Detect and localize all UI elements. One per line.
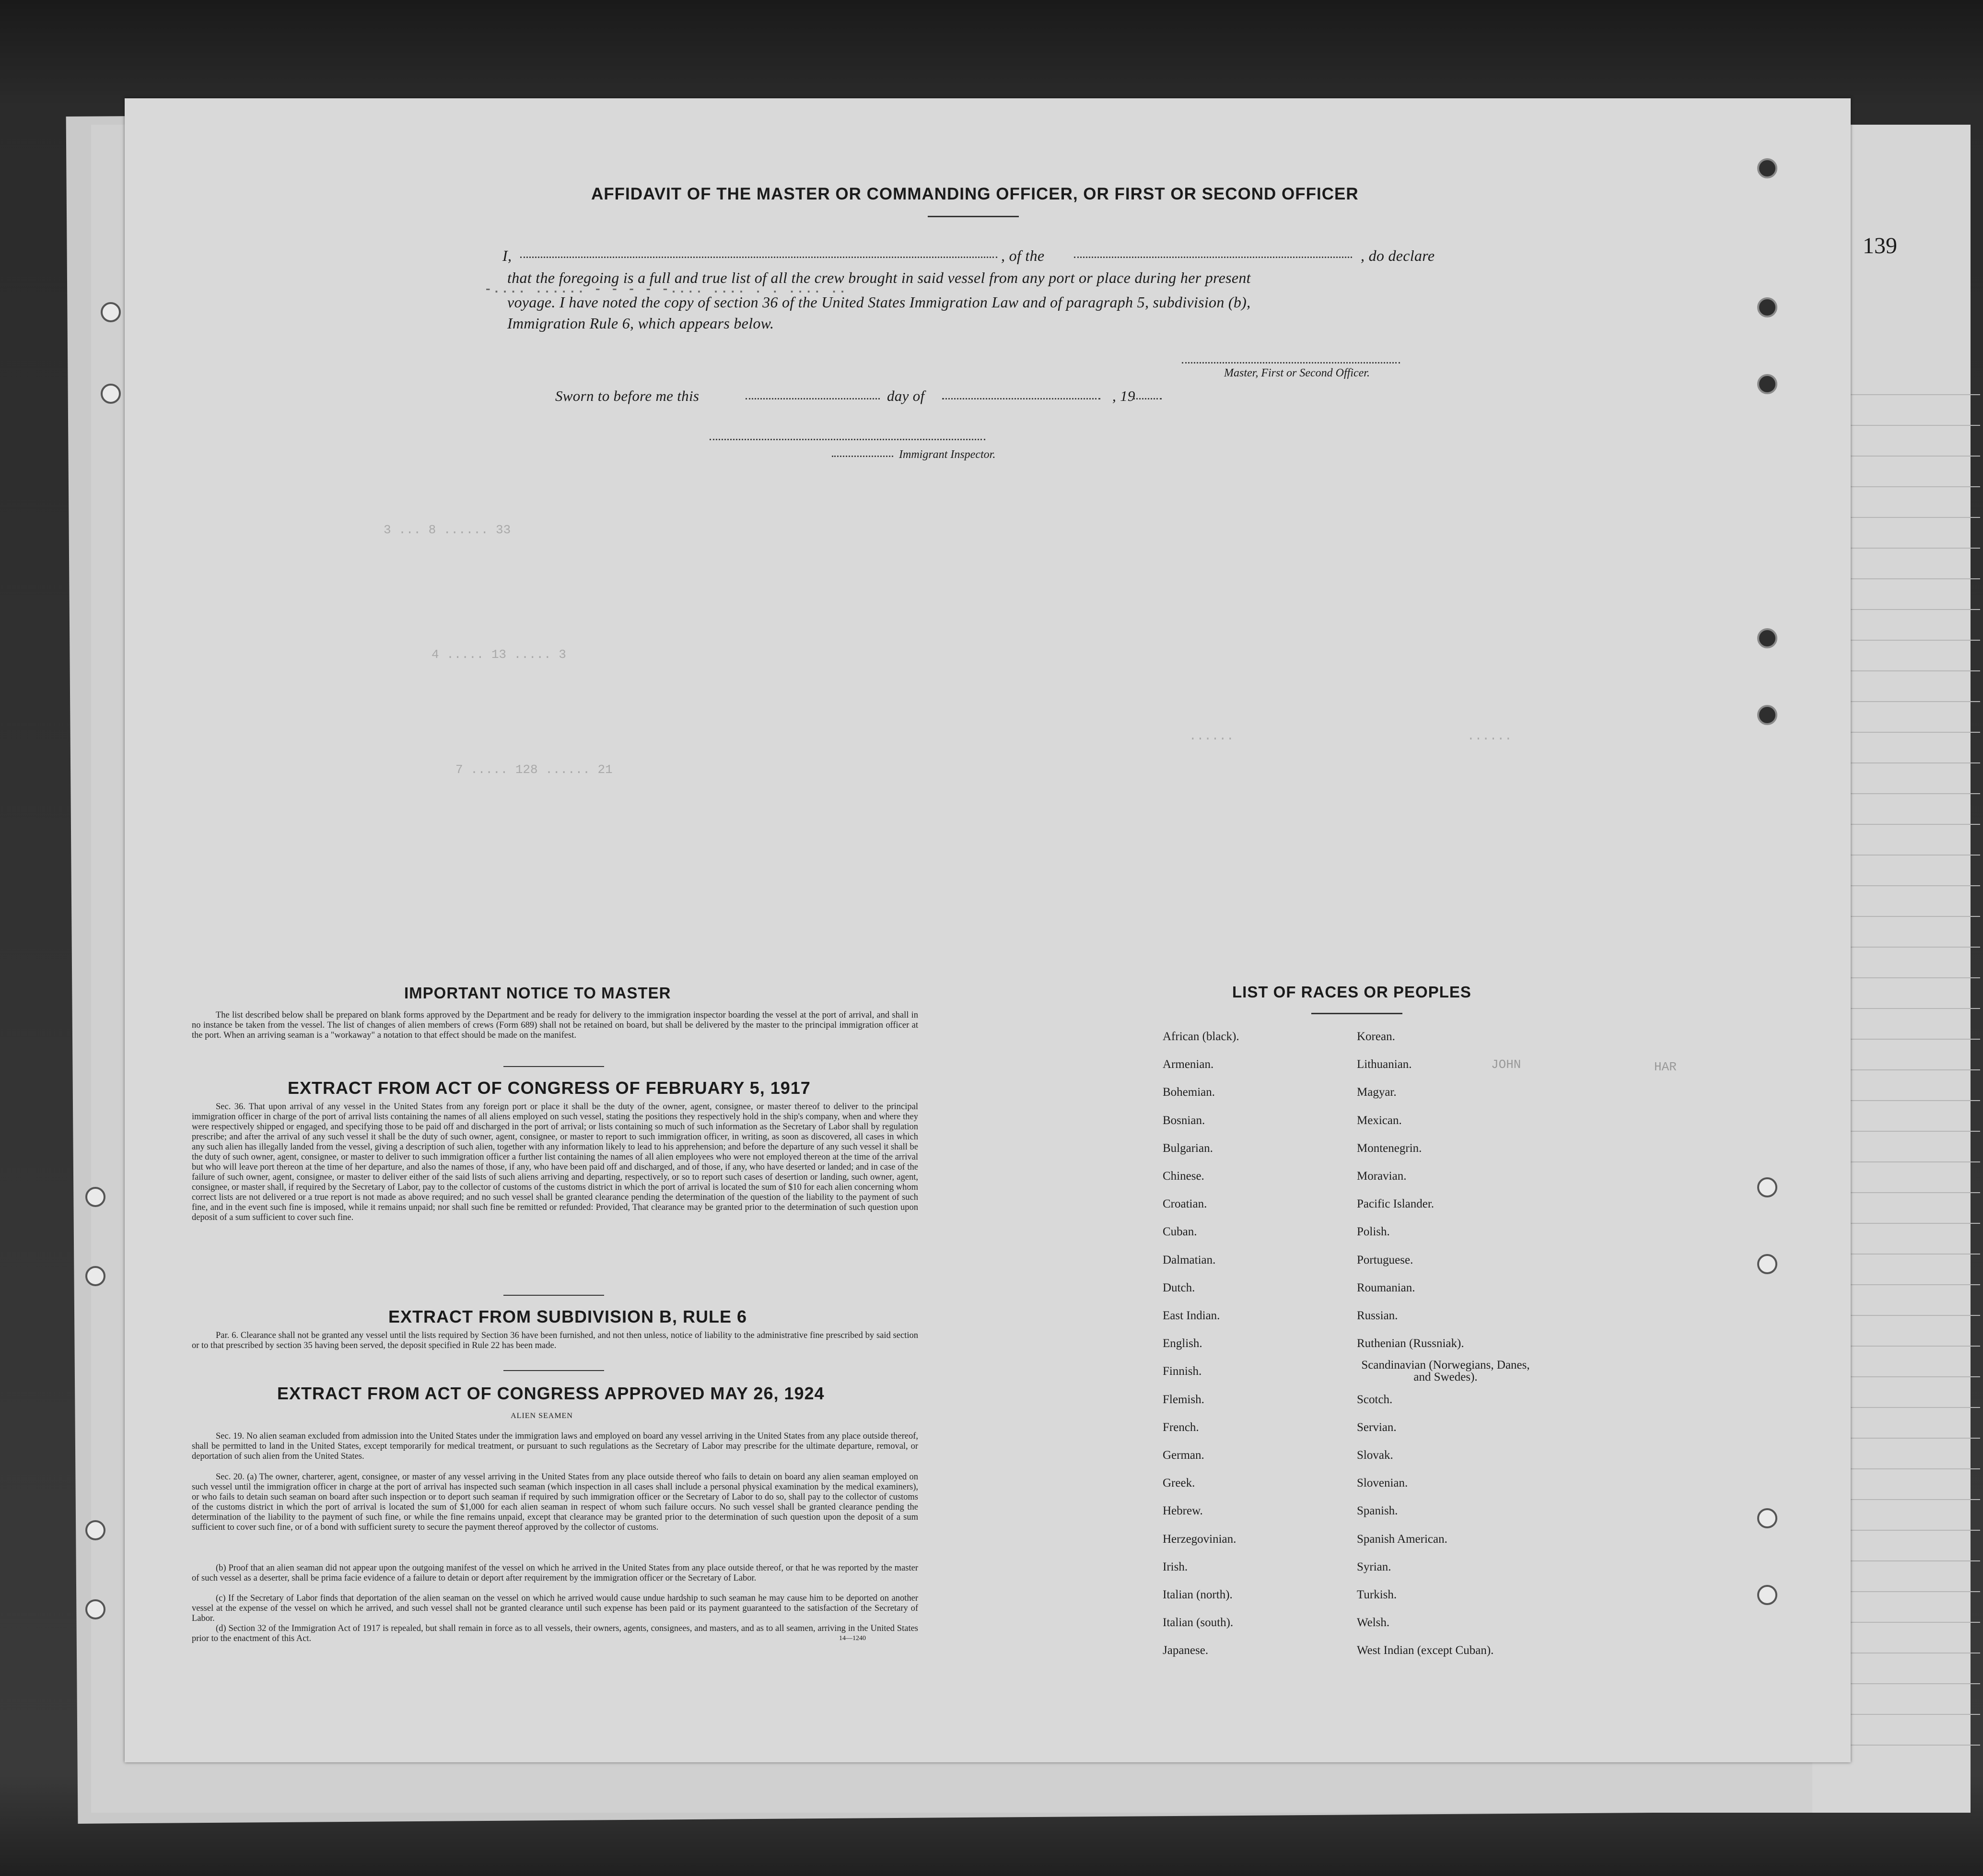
- race-item: French.: [1163, 1420, 1199, 1434]
- ruled-lines: [1851, 364, 1980, 1755]
- extract-1924-sec19: Sec. 19. No alien seaman excluded from admission into the United States under the immigration laws and employed on board any vessel arriving in the United States from any place outside thereof, shall be permitted to land in the United States, except temporarily for medical treatment, or pursuant to such regulations as the Secretary of Labor may prescribe for the ultimate departure, removal, or deportation of such alien from the United States.: [192, 1431, 918, 1461]
- extract-rule6-text: Par. 6. Clearance shall not be granted any vessel until the lists required by Section 36 have been furnished, and not then unless, notice of liability to the administrative fine prescribed by said section or to that prescribed by section 35 having been served, the deposit specified in Rule 22 has been made.: [192, 1331, 918, 1350]
- race-item: Japanese.: [1163, 1644, 1209, 1657]
- affidavit-line-2: that the foregoing is a full and true list of all the crew brought in said vessel from any port or place during her present: [507, 269, 1251, 286]
- race-item: Slovenian.: [1357, 1477, 1408, 1490]
- extract-1924-sec20: Sec. 20. (a) The owner, charterer, agent, consignee, or master of any vessel arriving in the United States from any place outside thereof who fails to detain on board any alien seaman employed on such vessel until the immigration officer in charge at the port of arrival has inspected such seaman (which inspection in all cases shall include a personal physical examination by the medical examiners), or who fails to detain such seaman on board after such inspection or to deport such seaman if required by such immigration officer or the Secretary of Labor to do so, shall pay to the collector of customs of the customs district in which the port of arrival is located the sum of $1,000 for each alien seaman in respect of whom such failure occurs. No such vessel shall be granted clearance pending the determination of the liability to the payment of such fine, or while the fine remains unpaid, except that clearance may be granted prior to the determination of such question upon the deposit of a sum sufficient to cover such fine, or of a bond with sufficient surety to secure the payment thereof approved by the collector of customs.: [192, 1472, 918, 1532]
- punch-hole: [1757, 1508, 1777, 1528]
- punch-hole: [85, 1520, 105, 1540]
- affidavit-line-4: Immigration Rule 6, which appears below.: [507, 315, 774, 332]
- race-item: Italian (north).: [1163, 1588, 1233, 1601]
- punch-hole: [1757, 1177, 1777, 1197]
- race-item: Dutch.: [1163, 1281, 1195, 1294]
- sworn-year-blank[interactable]: [1133, 398, 1162, 399]
- sworn-year: , 19: [1112, 387, 1135, 404]
- race-item: Roumanian.: [1357, 1281, 1415, 1294]
- punch-hole: [1757, 1585, 1777, 1605]
- race-item: Greek.: [1163, 1477, 1195, 1490]
- extract-1924-sec20b: (b) Proof that an alien seaman did not appear upon the outgoing manifest of the vessel on which he arrived in the United States from any place outside thereof, or that he was reported by the master of such vessel as a deserter, shall be prima facie evidence of a failure to detain or deport after requirement by the immigration officer or the Secretary of Labor.: [192, 1563, 918, 1583]
- sworn-day-of: day of: [887, 387, 925, 404]
- affidavit-i: I,: [502, 247, 512, 264]
- race-item: Servian.: [1357, 1420, 1397, 1434]
- vessel-blank[interactable]: [1074, 257, 1352, 258]
- affidavit-line-3: voyage. I have noted the copy of section 36 of the United States Immigration Law and of paragraph 5, subdivision (b),: [507, 293, 1251, 311]
- punch-hole: [101, 384, 121, 404]
- punch-hole: [85, 1599, 105, 1619]
- punch-hole: [85, 1187, 105, 1207]
- punch-hole: [1757, 374, 1777, 394]
- extract-1924-sec20c: (c) If the Secretary of Labor finds that deportation of the alien seaman on the vessel on which he arrived would cause undue hardship to such seaman he may cause him to be deported on another vessel at the expense of the vessel on which he arrived, and such vessel shall not be granted clearance until such expense has been paid or its payment guaranteed to the satisfaction of the Secretary of Labor.: [192, 1594, 918, 1623]
- page-number: 139: [1863, 233, 1897, 258]
- form-number: 14—1240: [839, 1635, 866, 1642]
- races-underline: [1311, 1013, 1402, 1014]
- extract-1917-text: Sec. 36. That upon arrival of any vessel in the United States from any foreign port or place it shall be the duty of the owner, agent, consignee, or master thereof to deliver to the principal immigration officer in charge of the port of arrival lists containing the names of all aliens employed on such vessel, stating the positions they respectively hold in the ship's company, when and where they were respectively shipped or engaged, and specifying those to be paid off and discharged in the port of arrival; or lists containing so much of such information as the Secretary of Labor shall by regulation prescribe; and after the arrival of any such vessel it shall be the duty of such owner, agent, consignee, or master to report to such immigration officer, in writing, as soon as discovered, all cases in which any such alien has illegally landed from the vessel, giving a description of such alien, together with any information likely to lead to his apprehension; and before the departure of any such vessel it shall be the duty of such owner, agent, consignee, or master to deliver to such immigration officer a further list containing the names of all alien employees who were not employed thereon at the time of the arrival but who will leave port thereon at the time of her departure, and also the names of those, if any, who have been paid off and discharged, and of those, if any, who have deserted or landed; and in case of the failure of such owner, agent, consignee, or master to deliver either of the said lists of such aliens arriving and departing, respectively, or so to report such cases of desertion or landing, such owner, agent, consignee, or master shall, if required by the Secretary of Labor, pay to the collector of customs of the customs district in which the port of arrival is located the sum of $10 for each alien concerning whom correct lists are not delivered or a true report is not made as above required; and no such vessel shall be granted clearance pending the determination of the question of the liability to the payment of such fine, and in the event such fine is imposed, while it remains unpaid; nor shall such fine be remitted or refunded: Provided, That clearance may be granted prior to the determination of such question upon deposit of a sum sufficient to cover such fine.: [192, 1102, 918, 1222]
- race-item: Chinese.: [1163, 1170, 1204, 1183]
- show-through-text: HAR: [1654, 1060, 1677, 1074]
- show-through-text: JOHN: [1491, 1057, 1521, 1072]
- punch-hole: [85, 1266, 105, 1286]
- race-item: Scotch.: [1357, 1393, 1393, 1406]
- inspector-label: Immigrant Inspector.: [899, 448, 996, 461]
- race-item: Syrian.: [1357, 1560, 1391, 1573]
- race-item: Mexican.: [1357, 1114, 1402, 1127]
- show-through-text: 7 ..... 128 ...... 21: [455, 762, 613, 777]
- race-item: Montenegrin.: [1357, 1141, 1422, 1155]
- sworn-month-blank[interactable]: [942, 398, 1100, 399]
- master-signature-blank[interactable]: [1182, 362, 1400, 363]
- race-item: Bohemian.: [1163, 1086, 1215, 1099]
- race-item: Portuguese.: [1357, 1253, 1413, 1266]
- race-item: Armenian.: [1163, 1058, 1214, 1071]
- master-signature-label: Master, First or Second Officer.: [1224, 367, 1370, 379]
- race-item: Pacific Islander.: [1357, 1197, 1435, 1211]
- punch-hole: [1757, 158, 1777, 178]
- race-item: Ruthenian (Russniak).: [1357, 1337, 1464, 1350]
- race-item: Scandinavian (Norwegians, Danes, and Swedes).: [1361, 1359, 1530, 1384]
- show-through-text: 3 ... 8 ...... 33: [384, 523, 511, 537]
- race-item: Turkish.: [1357, 1588, 1397, 1601]
- race-item: English.: [1163, 1337, 1202, 1350]
- race-item: Finnish.: [1163, 1365, 1202, 1378]
- race-item: African (black).: [1163, 1030, 1239, 1043]
- affidavit-do-declare: , do declare: [1361, 247, 1435, 264]
- sworn-day-blank[interactable]: [746, 398, 880, 399]
- punch-hole: [1757, 628, 1777, 648]
- notice-text: The list described below shall be prepared on blank forms approved by the Department and be ready for delivery to the immigration inspector boarding the vessel at the port of arrival, and shall in no instance be taken from the vessel. The list of changes of alien members of crews (Form 689) shall not be retained on board, but shall be delivered by the master to the principal immigration officer at the port. When an arriving seaman is a "workaway" a notation to that effect should be made on the manifest.: [192, 1010, 918, 1040]
- race-item: Italian (south).: [1163, 1616, 1234, 1630]
- race-item: Flemish.: [1163, 1393, 1204, 1406]
- race-item: Bulgarian.: [1163, 1141, 1213, 1155]
- race-item: Croatian.: [1163, 1197, 1207, 1211]
- divider: [503, 1370, 604, 1371]
- punch-hole: [1757, 1254, 1777, 1274]
- divider: [503, 1295, 604, 1296]
- show-through-text: ......: [1467, 729, 1512, 743]
- race-item: Slovak.: [1357, 1449, 1393, 1462]
- race-item: Spanish American.: [1357, 1532, 1447, 1546]
- race-item: East Indian.: [1163, 1309, 1220, 1322]
- extract-1924-sec20d: (d) Section 32 of the Immigration Act of 1917 is repealed, but shall remain in force as to all vessels, their owners, agents, consignees, and masters, and as to all seamen, arriving in the United States prior to the enactment of this Act.: [192, 1624, 918, 1643]
- race-item: Lithuanian.: [1357, 1058, 1412, 1071]
- extract-rule6-heading: EXTRACT FROM SUBDIVISION B, RULE 6: [388, 1307, 747, 1326]
- race-item: Herzegovinian.: [1163, 1532, 1236, 1546]
- race-item: Irish.: [1163, 1560, 1188, 1573]
- race-item: Bosnian.: [1163, 1114, 1205, 1127]
- race-item: Russian.: [1357, 1309, 1398, 1322]
- race-item: Dalmatian.: [1163, 1253, 1216, 1266]
- divider: [503, 1066, 604, 1067]
- race-item: Polish.: [1357, 1225, 1390, 1239]
- races-heading: LIST OF RACES OR PEOPLES: [1232, 983, 1471, 1001]
- alien-seamen-subheading: ALIEN SEAMEN: [511, 1412, 573, 1420]
- title-underline: [928, 216, 1019, 217]
- show-through-text: 4 ..... 13 ..... 3: [432, 647, 566, 662]
- punch-hole: [101, 302, 121, 322]
- race-item: German.: [1163, 1449, 1204, 1462]
- race-item: Hebrew.: [1163, 1504, 1203, 1518]
- extract-1924-heading: EXTRACT FROM ACT OF CONGRESS APPROVED MAY 26, 1924: [277, 1384, 825, 1403]
- show-through-text: ......: [1189, 729, 1234, 743]
- affidavit-title: AFFIDAVIT OF THE MASTER OR COMMANDING OFFICER, OR FIRST OR SECOND OFFICER: [591, 185, 1359, 203]
- name-blank[interactable]: [520, 257, 997, 258]
- inspector-dots: [832, 456, 893, 457]
- punch-hole: [1757, 705, 1777, 725]
- race-item: Welsh.: [1357, 1616, 1390, 1630]
- inspector-signature-blank[interactable]: [710, 439, 985, 440]
- race-item: Korean.: [1357, 1030, 1395, 1043]
- race-item: Spanish.: [1357, 1504, 1398, 1518]
- notice-heading: IMPORTANT NOTICE TO MASTER: [404, 984, 671, 1002]
- race-item: Cuban.: [1163, 1225, 1197, 1239]
- race-item: Moravian.: [1357, 1170, 1407, 1183]
- punch-hole: [1757, 297, 1777, 317]
- stamped-text: -.... ...... - - - - -.... .... . . .... ..: [484, 282, 847, 296]
- affidavit-of-the: , of the: [1001, 247, 1045, 264]
- race-item: Magyar.: [1357, 1086, 1397, 1099]
- race-item: West Indian (except Cuban).: [1357, 1644, 1494, 1657]
- sworn-text: Sworn to before me this: [555, 387, 700, 404]
- extract-1917-heading: EXTRACT FROM ACT OF CONGRESS OF FEBRUARY 5, 1917: [288, 1078, 811, 1098]
